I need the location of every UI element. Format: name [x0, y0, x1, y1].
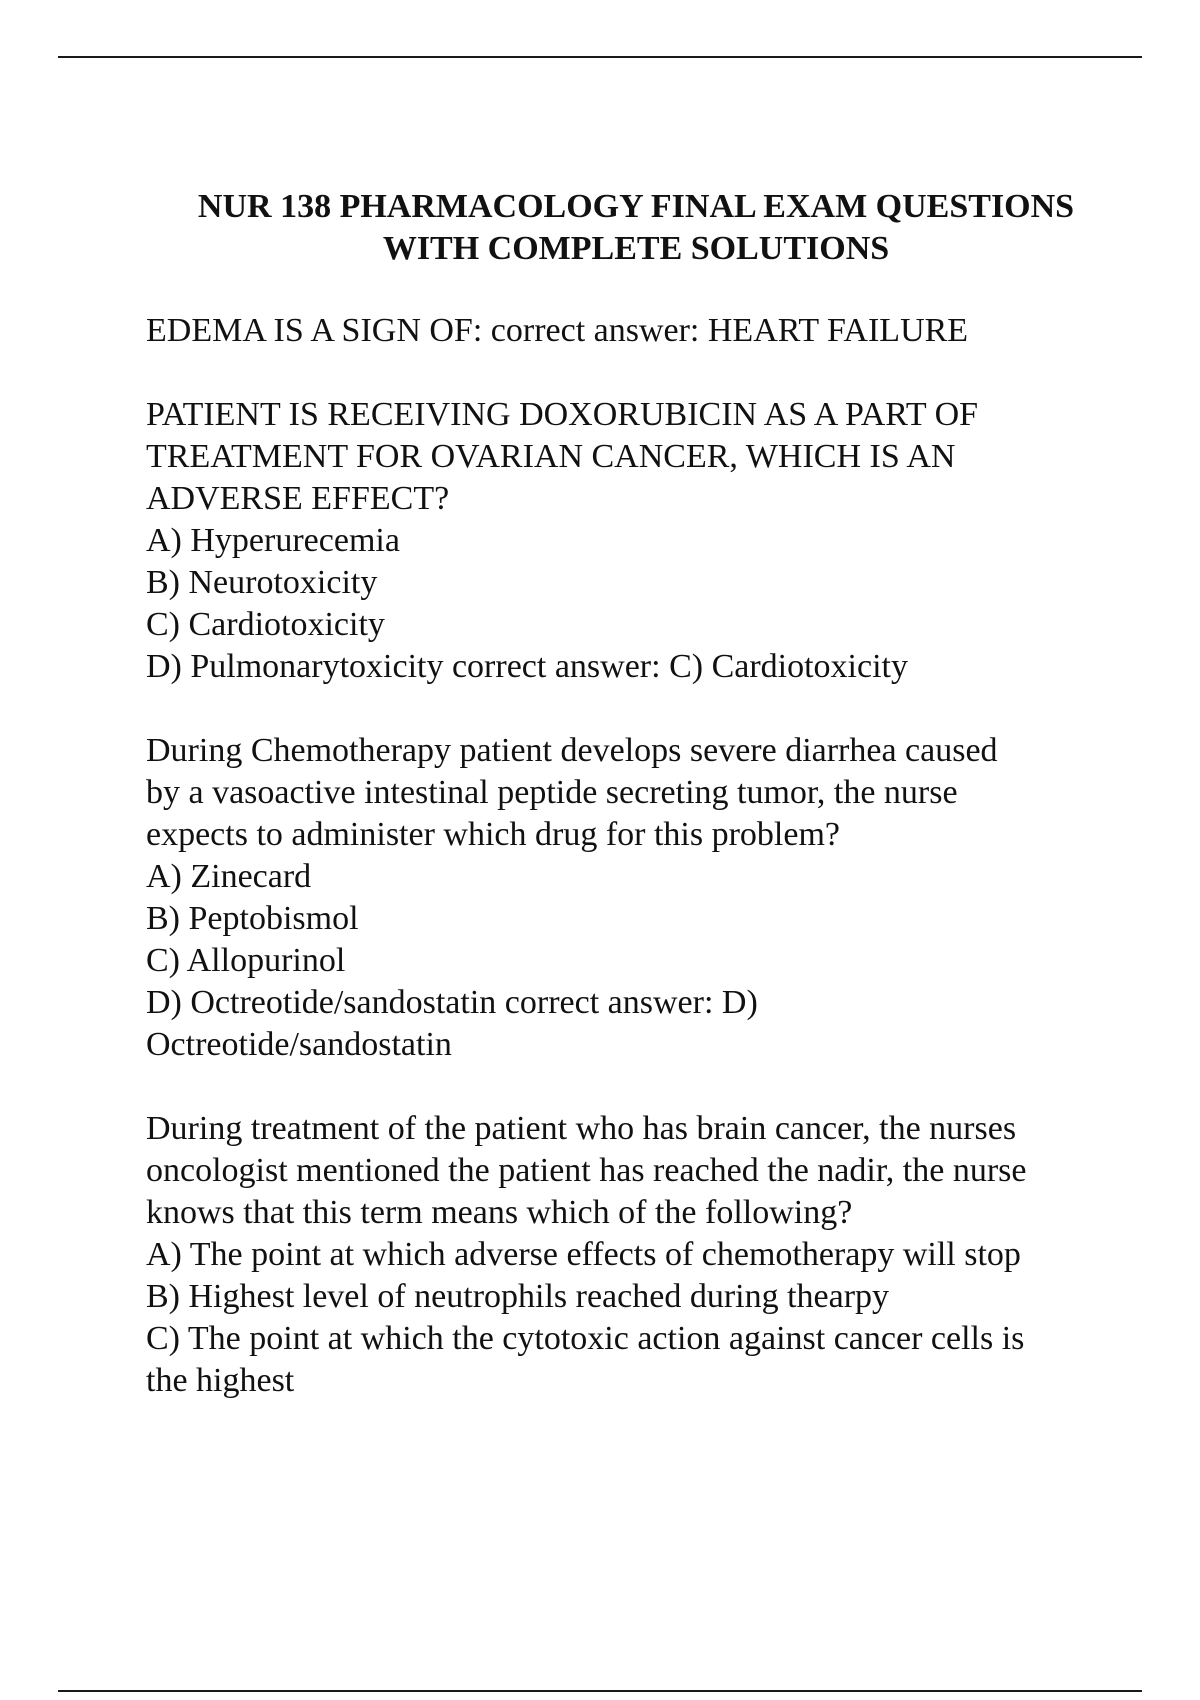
option-a: A) The point at which adverse effects of chemotherapy will stop — [146, 1236, 1021, 1273]
answer-continuation: Octreotide/sandostatin — [146, 1026, 452, 1063]
option-d-answer: D) Octreotide/sandostatin correct answer: D) — [146, 984, 758, 1021]
option-d-answer: D) Pulmonarytoxicity correct answer: C) Cardiotoxicity — [146, 648, 908, 685]
option-b: B) Neurotoxicity — [146, 564, 378, 601]
question-3 — [146, 730, 1096, 1066]
text-line: ADVERSE EFFECT? — [146, 480, 450, 517]
text-line: by a vasoactive intestinal peptide secreting tumor, the nurse — [146, 774, 958, 811]
title-line: WITH COMPLETE SOLUTIONS — [382, 230, 890, 267]
text-line: EDEMA IS A SIGN OF: correct answer: HEART FAILURE — [146, 312, 969, 349]
title-line: NUR 138 PHARMACOLOGY FINAL EXAM QUESTIONS — [197, 188, 1075, 225]
option-c: C) Allopurinol — [146, 942, 346, 979]
option-b: B) Highest level of neutrophils reached during thearpy — [146, 1278, 890, 1315]
text-line: During treatment of the patient who has brain cancer, the nurses — [146, 1110, 1017, 1147]
option-b: B) Peptobismol — [146, 900, 359, 937]
header-divider — [58, 56, 1142, 58]
document-body — [146, 186, 1096, 1402]
text-line: expects to administer which drug for this problem? — [146, 816, 840, 853]
text-line: PATIENT IS RECEIVING DOXORUBICIN AS A PART OF — [146, 396, 979, 433]
option-c-continuation: the highest — [146, 1362, 295, 1399]
text-line: TREATMENT FOR OVARIAN CANCER, WHICH IS AN — [146, 438, 956, 475]
question-2 — [146, 394, 1096, 688]
text-line: knows that this term means which of the following? — [146, 1194, 853, 1231]
document-title — [146, 186, 1096, 270]
text-line: oncologist mentioned the patient has reached the nadir, the nurse — [146, 1152, 1027, 1189]
footer-divider — [58, 1690, 1142, 1692]
question-4 — [146, 1108, 1096, 1402]
question-1 — [146, 310, 1096, 352]
option-c: C) The point at which the cytotoxic action against cancer cells is — [146, 1320, 1025, 1357]
text-line: During Chemotherapy patient develops severe diarrhea caused — [146, 732, 998, 769]
option-a: A) Hyperurecemia — [146, 522, 400, 559]
option-c: C) Cardiotoxicity — [146, 606, 385, 643]
option-a: A) Zinecard — [146, 858, 312, 895]
